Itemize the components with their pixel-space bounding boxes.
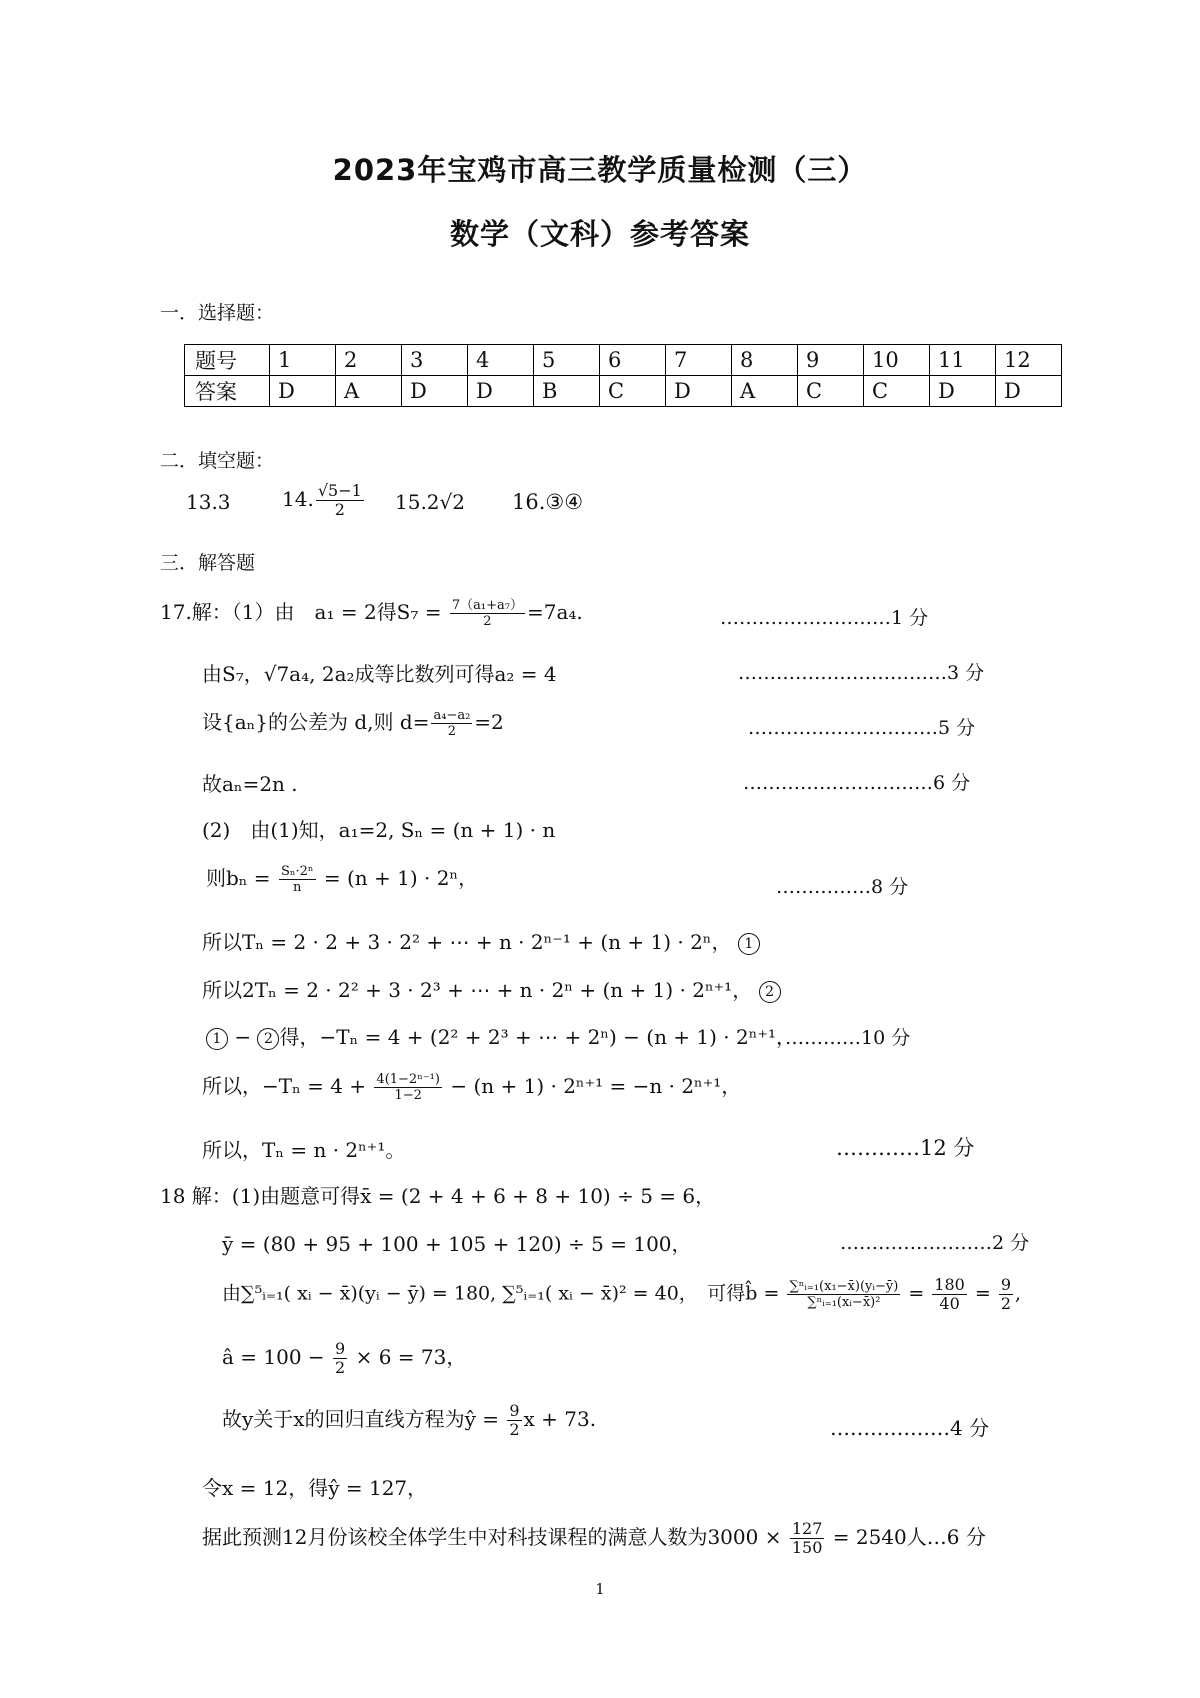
q18-line-3-eq2: = [968,1282,997,1305]
section-solution-heading: 三．解答题 [160,552,256,574]
q17-line-1-text: 17.解：（1）由 a₁ = 2得S₇ = [160,600,448,624]
q18-line-3 [222,1276,1021,1313]
fraction [279,864,316,895]
answer-cell: C [600,376,666,407]
fraction [374,1072,442,1103]
question-number: 5 [534,345,600,376]
fraction [507,1402,521,1439]
score-mark: …………………………6 分 [743,772,971,794]
fraction-numerator: a₄−a₂ [433,708,471,723]
score-mark: ……………………2 分 [840,1232,1030,1254]
fill-answer-16: 16.③④ [512,490,584,514]
fill-answer-15: 15.2√2 [395,490,465,514]
question-number: 3 [402,345,468,376]
q17-line-10 [202,1070,741,1103]
fraction [932,1276,967,1313]
q18-line-7-tail: = 2540人…6 分 [826,1525,986,1549]
answer-cell: D [468,376,534,407]
q17-line-9-text: 得，−Tₙ = 4 + (2² + 2³ + ⋯ + 2ⁿ) − (n + 1) · 2ⁿ⁺¹， [279,1025,796,1049]
question-number: 6 [600,345,666,376]
q17-line-7 [202,926,760,955]
question-number: 9 [798,345,864,376]
q18-line-2: ȳ = (80 + 95 + 100 + 105 + 120) ÷ 5 = 100， [222,1232,692,1256]
q17-line-8-text: 所以2Tₙ = 2 · 2² + 3 · 2³ + ⋯ + n · 2ⁿ + (n + 1) · 2ⁿ⁺¹， [202,978,753,1002]
answer-cell: A [336,376,402,407]
question-number: 7 [666,345,732,376]
q18-line-7 [202,1520,986,1557]
circled-number: 1 [738,933,760,955]
q17-line-4: 故aₙ=2n . [202,772,298,796]
q18-line-4 [222,1340,466,1377]
fraction-numerator: 127 [791,1519,823,1538]
fraction-denominator: 2 [483,614,492,629]
fraction-denominator: 2 [509,1420,520,1439]
answer-table [184,344,1062,407]
answer-cell: D [666,376,732,407]
table-row-answers [185,376,1062,407]
section-fill-heading: 二．填空题： [160,450,275,472]
q18-line-5-text: 故y关于x的回归直线方程为ŷ = [222,1407,506,1431]
q17-line-9 [206,1021,796,1050]
answer-cell: D [270,376,336,407]
question-number: 4 [468,345,534,376]
score-mark: ……………………………3 分 [738,662,985,684]
fraction-numerator: 4(1−2ⁿ⁻¹) [376,1072,440,1087]
answer-cell: D [402,376,468,407]
q18-line-5-tail: x + 73. [523,1407,597,1431]
fraction-denominator: n [293,880,302,895]
q17-line-11: 所以，Tₙ = n · 2ⁿ⁺¹。 [202,1138,406,1162]
q17-line-5: (2) 由(1)知，a₁=2, Sₙ = (n + 1) · n [202,818,556,842]
q18-line-4-text: â = 100 − [222,1345,332,1369]
score-mark: …………10 分 [785,1027,911,1049]
fraction-denominator: 1−2 [394,1088,422,1103]
fraction-denominator: 2 [335,1358,346,1377]
q17-line-3-tail: =2 [474,710,504,734]
fraction-numerator: 180 [934,1275,965,1294]
q18-line-3-text: 由∑⁵ᵢ₌₁( xᵢ − x̄)(yᵢ − ȳ) = 180, ∑⁵ᵢ₌₁( xᵢ − x̄)² = 40， 可得b̂ = [222,1282,786,1305]
circled-number: 1 [206,1028,228,1050]
answer-cell: D [930,376,996,407]
fill-answer-14-prefix: 14. [282,487,314,511]
q17-line-10-tail: − (n + 1) · 2ⁿ⁺¹ = −n · 2ⁿ⁺¹， [443,1074,742,1098]
fraction-denominator: 2 [447,724,457,739]
fraction [999,1276,1013,1313]
question-number: 10 [864,345,930,376]
q17-line-3-text: 设{aₙ}的公差为 d,则 d= [202,710,430,734]
fill-answer-14 [282,482,366,519]
score-mark: …………………………5 分 [748,717,976,739]
q17-line-6 [206,862,478,895]
question-number: 2 [336,345,402,376]
question-number: 12 [996,345,1062,376]
answer-cell: C [864,376,930,407]
row-label-answers: 答案 [185,376,270,407]
q17-line-1 [160,596,583,629]
answer-cell: D [996,376,1062,407]
fraction-denominator: 2 [1000,1294,1012,1313]
document-subtitle: 数学（文科）参考答案 [449,217,750,251]
question-number: 8 [732,345,798,376]
q17-line-10-text: 所以，−Tₙ = 4 + [202,1074,373,1098]
fraction-numerator: √5−1 [317,481,362,500]
q18-line-5 [222,1402,596,1439]
q17-line-6-text: 则bₙ = [206,866,277,890]
score-mark: ………………………1 分 [720,607,929,629]
fraction-denominator: 2 [334,500,345,519]
document-title: 2023年宝鸡市高三教学质量检测（三） [332,153,868,187]
fraction [787,1279,900,1310]
fraction [790,1520,825,1557]
fraction [431,708,472,739]
question-number: 11 [930,345,996,376]
score-mark: ……………8 分 [776,876,909,898]
answer-cell: A [732,376,798,407]
q17-line-7-text: 所以Tₙ = 2 · 2 + 3 · 2² + ⋯ + n · 2ⁿ⁻¹ + (n + 1) · 2ⁿ， [202,930,732,954]
fraction-numerator: ∑ⁿᵢ₌₁(x₁−x̄)(yᵢ−ȳ) [789,1279,899,1294]
fraction-numerator: 9 [1000,1275,1012,1294]
fraction-denominator: 150 [791,1538,823,1557]
fraction-denominator: ∑ⁿᵢ₌₁(xᵢ−x̄)² [807,1295,881,1310]
table-row-questions [185,345,1062,376]
q18-line-1: 18 解：(1)由题意可得x̄ = (2 + 4 + 6 + 8 + 10) ÷ 5 = 6， [160,1184,716,1208]
q17-line-9-minus: − [228,1025,258,1049]
fraction [316,482,364,519]
fraction [450,598,525,629]
q18-line-3-eq: = [902,1282,931,1305]
score-mark: ………………4 分 [830,1416,990,1440]
q18-line-6: 令x = 12，得ŷ = 127， [202,1476,428,1500]
score-mark: …………12 分 [836,1136,975,1160]
q17-line-1-tail: =7a₄. [526,600,583,624]
row-label-questions: 题号 [185,345,270,376]
q18-line-3-tail: , [1015,1282,1022,1305]
q18-line-4-tail: × 6 = 73， [349,1345,467,1369]
q17-line-3 [202,706,504,739]
question-number: 1 [270,345,336,376]
fraction-numerator: 9 [335,1339,346,1358]
page-number: 1 [595,1580,605,1598]
fraction-numerator: 7（a₁+a₇） [451,598,523,613]
fraction-numerator: Sₙ·2ⁿ [280,864,314,879]
q17-line-8 [202,974,781,1003]
answer-cell: C [798,376,864,407]
fill-answer-13: 13.3 [186,490,231,514]
q17-line-6-tail: = (n + 1) · 2ⁿ， [317,866,479,890]
circled-number: 2 [257,1028,279,1050]
fraction [333,1340,347,1377]
circled-number: 2 [759,981,781,1003]
fraction-denominator: 40 [939,1294,960,1313]
q17-line-2: 由S₇，√7a₄, 2a₂成等比数列可得a₂ = 4 [202,662,557,686]
fraction-numerator: 9 [509,1401,520,1420]
answer-cell: B [534,376,600,407]
q18-line-7-text: 据此预测12月份该校全体学生中对科技课程的满意人数为3000 × [202,1525,788,1549]
section-choice-heading: 一．选择题： [160,302,275,324]
